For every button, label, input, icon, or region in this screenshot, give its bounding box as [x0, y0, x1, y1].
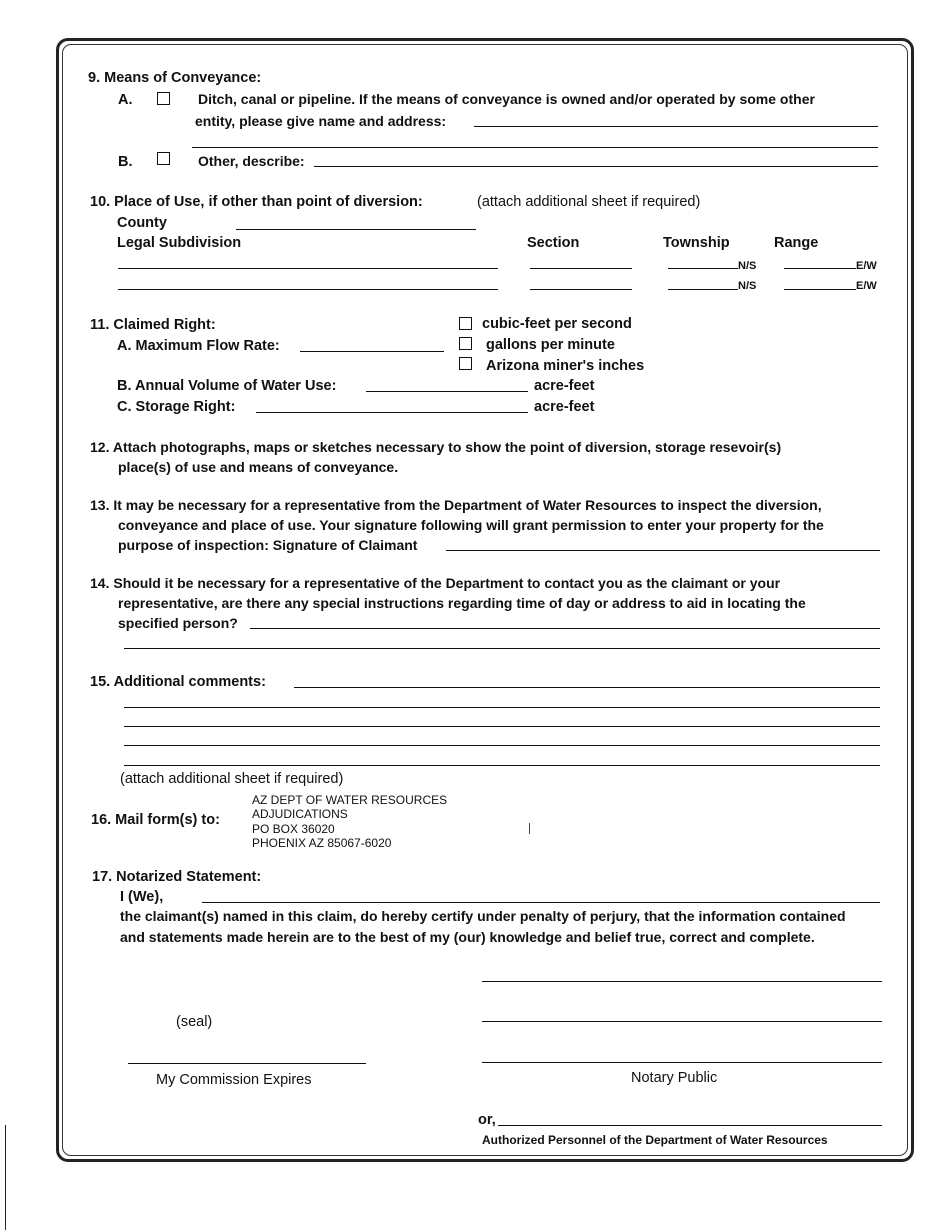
seal-label: (seal): [176, 1014, 213, 1030]
s16-address-line-4: PHOENIX AZ 85067-6020: [252, 836, 392, 850]
s9-a-text-2: entity, please give name and address:: [195, 113, 447, 129]
s10-range-line-1[interactable]: [784, 268, 856, 269]
s11-b-unit: acre-feet: [534, 378, 595, 394]
s17-line-1: the claimant(s) named in this claim, do hereby certify under penalty of perjury, that the information contained: [120, 908, 846, 924]
s11-cfs-label: cubic-feet per second: [482, 316, 632, 332]
s10-section-label: Section: [527, 235, 580, 251]
s16-address-line-3: PO BOX 36020: [252, 822, 335, 836]
s15-note: (attach additional sheet if required): [120, 771, 344, 787]
s10-legal-line-2[interactable]: [118, 289, 498, 290]
commission-expires-line[interactable]: [128, 1063, 366, 1064]
s15-comments-line-4[interactable]: [124, 745, 880, 746]
s9-b-text: Other, describe:: [198, 153, 305, 169]
s11-storage-right-line[interactable]: [256, 412, 528, 413]
s9-a-letter: A.: [118, 92, 133, 108]
s17-we-label: I (We),: [120, 889, 164, 905]
s11-annual-volume-line[interactable]: [366, 391, 528, 392]
s10-range-line-2[interactable]: [784, 289, 856, 290]
s9-a-name-address-line-2[interactable]: [192, 147, 878, 148]
s10-ns-2: N/S: [738, 280, 757, 292]
s11-gpm-label: gallons per minute: [486, 337, 615, 353]
s11-c-label: C. Storage Right:: [117, 399, 236, 415]
s10-range-label: Range: [774, 235, 819, 251]
s10-legal-subdivision-label: Legal Subdivision: [117, 235, 242, 251]
s10-section-line-2[interactable]: [530, 289, 632, 290]
s11-c-unit: acre-feet: [534, 399, 595, 415]
s11-gpm-checkbox[interactable]: [459, 337, 472, 350]
s11-title: 11. Claimed Right:: [90, 317, 216, 333]
or-label: or,: [478, 1112, 496, 1128]
s14-instructions-line-2[interactable]: [124, 648, 880, 649]
s9-b-checkbox[interactable]: [157, 152, 170, 165]
s10-ns-1: N/S: [738, 260, 757, 272]
s9-a-checkbox[interactable]: [157, 92, 170, 105]
s12-line-1: 12. Attach photographs, maps or sketches necessary to show the point of diversion, storage resevoir(s): [90, 439, 782, 455]
s9-title: 9. Means of Conveyance:: [88, 70, 262, 86]
s10-county-label: County: [117, 215, 167, 231]
s15-comments-line-3[interactable]: [124, 726, 880, 727]
s12-line-2: place(s) of use and means of conveyance.: [118, 459, 399, 475]
s11-flow-rate-line[interactable]: [300, 351, 444, 352]
s13-signature-line[interactable]: [446, 550, 880, 551]
authorized-personnel-line[interactable]: [498, 1125, 882, 1126]
authorized-personnel-label: Authorized Personnel of the Department of Water Resources: [482, 1133, 828, 1147]
notary-public-label: Notary Public: [631, 1070, 718, 1086]
s10-legal-line-1[interactable]: [118, 268, 498, 269]
s15-comments-line-1[interactable]: [294, 687, 880, 688]
s14-line-3: specified person?: [118, 615, 238, 631]
s11-ami-checkbox[interactable]: [459, 357, 472, 370]
s11-b-label: B. Annual Volume of Water Use:: [117, 378, 337, 394]
s16-address-line-2: ADJUDICATIONS: [252, 807, 348, 821]
s9-a-name-address-line-1[interactable]: [474, 126, 878, 127]
s15-comments-line-2[interactable]: [124, 707, 880, 708]
s14-line-1: 14. Should it be necessary for a representative of the Department to contact you as the claimant or your: [90, 575, 781, 591]
commission-expires-label: My Commission Expires: [156, 1072, 312, 1088]
s16-address-line-1: AZ DEPT OF WATER RESOURCES: [252, 793, 448, 807]
s10-township-label: Township: [663, 235, 730, 251]
s14-line-2: representative, are there any special instructions regarding time of day or address to aid in locating the: [118, 595, 806, 611]
s11-ami-label: Arizona miner's inches: [486, 358, 645, 374]
s13-line-2: conveyance and place of use. Your signature following will grant permission to enter your property for the: [118, 517, 824, 533]
s10-title: 10. Place of Use, if other than point of diversion:: [90, 194, 423, 210]
notary-public-line[interactable]: [482, 1062, 882, 1063]
s10-county-line[interactable]: [236, 229, 476, 230]
notary-signature-line-1[interactable]: [482, 981, 882, 982]
s10-ew-2: E/W: [856, 280, 877, 292]
s16-title: 16. Mail form(s) to:: [91, 812, 220, 828]
s10-ew-1: E/W: [856, 260, 877, 272]
s17-claimant-name-line[interactable]: [202, 902, 880, 903]
s14-instructions-line-1[interactable]: [250, 628, 880, 629]
s17-title: 17. Notarized Statement:: [92, 869, 262, 885]
s10-section-line-1[interactable]: [530, 268, 632, 269]
s13-line-3: purpose of inspection: Signature of Claimant: [118, 537, 418, 553]
s10-note: (attach additional sheet if required): [477, 194, 701, 210]
s9-a-text-1: Ditch, canal or pipeline. If the means of conveyance is owned and/or operated by some other: [198, 91, 815, 107]
s9-b-describe-line[interactable]: [314, 166, 878, 167]
scan-mark: [529, 823, 530, 834]
s11-a-label: A. Maximum Flow Rate:: [117, 338, 280, 354]
s9-b-letter: B.: [118, 154, 133, 170]
s13-line-1: 13. It may be necessary for a representative from the Department of Water Resources to inspect the diversion,: [90, 497, 822, 513]
s15-comments-line-5[interactable]: [124, 765, 880, 766]
notary-signature-line-2[interactable]: [482, 1021, 882, 1022]
scan-edge-mark: [5, 1125, 6, 1230]
s11-cfs-checkbox[interactable]: [459, 317, 472, 330]
s17-line-2: and statements made herein are to the best of my (our) knowledge and belief true, correct and complete.: [120, 929, 815, 945]
s10-township-line-2[interactable]: [668, 289, 738, 290]
s15-title: 15. Additional comments:: [90, 674, 266, 690]
s10-township-line-1[interactable]: [668, 268, 738, 269]
